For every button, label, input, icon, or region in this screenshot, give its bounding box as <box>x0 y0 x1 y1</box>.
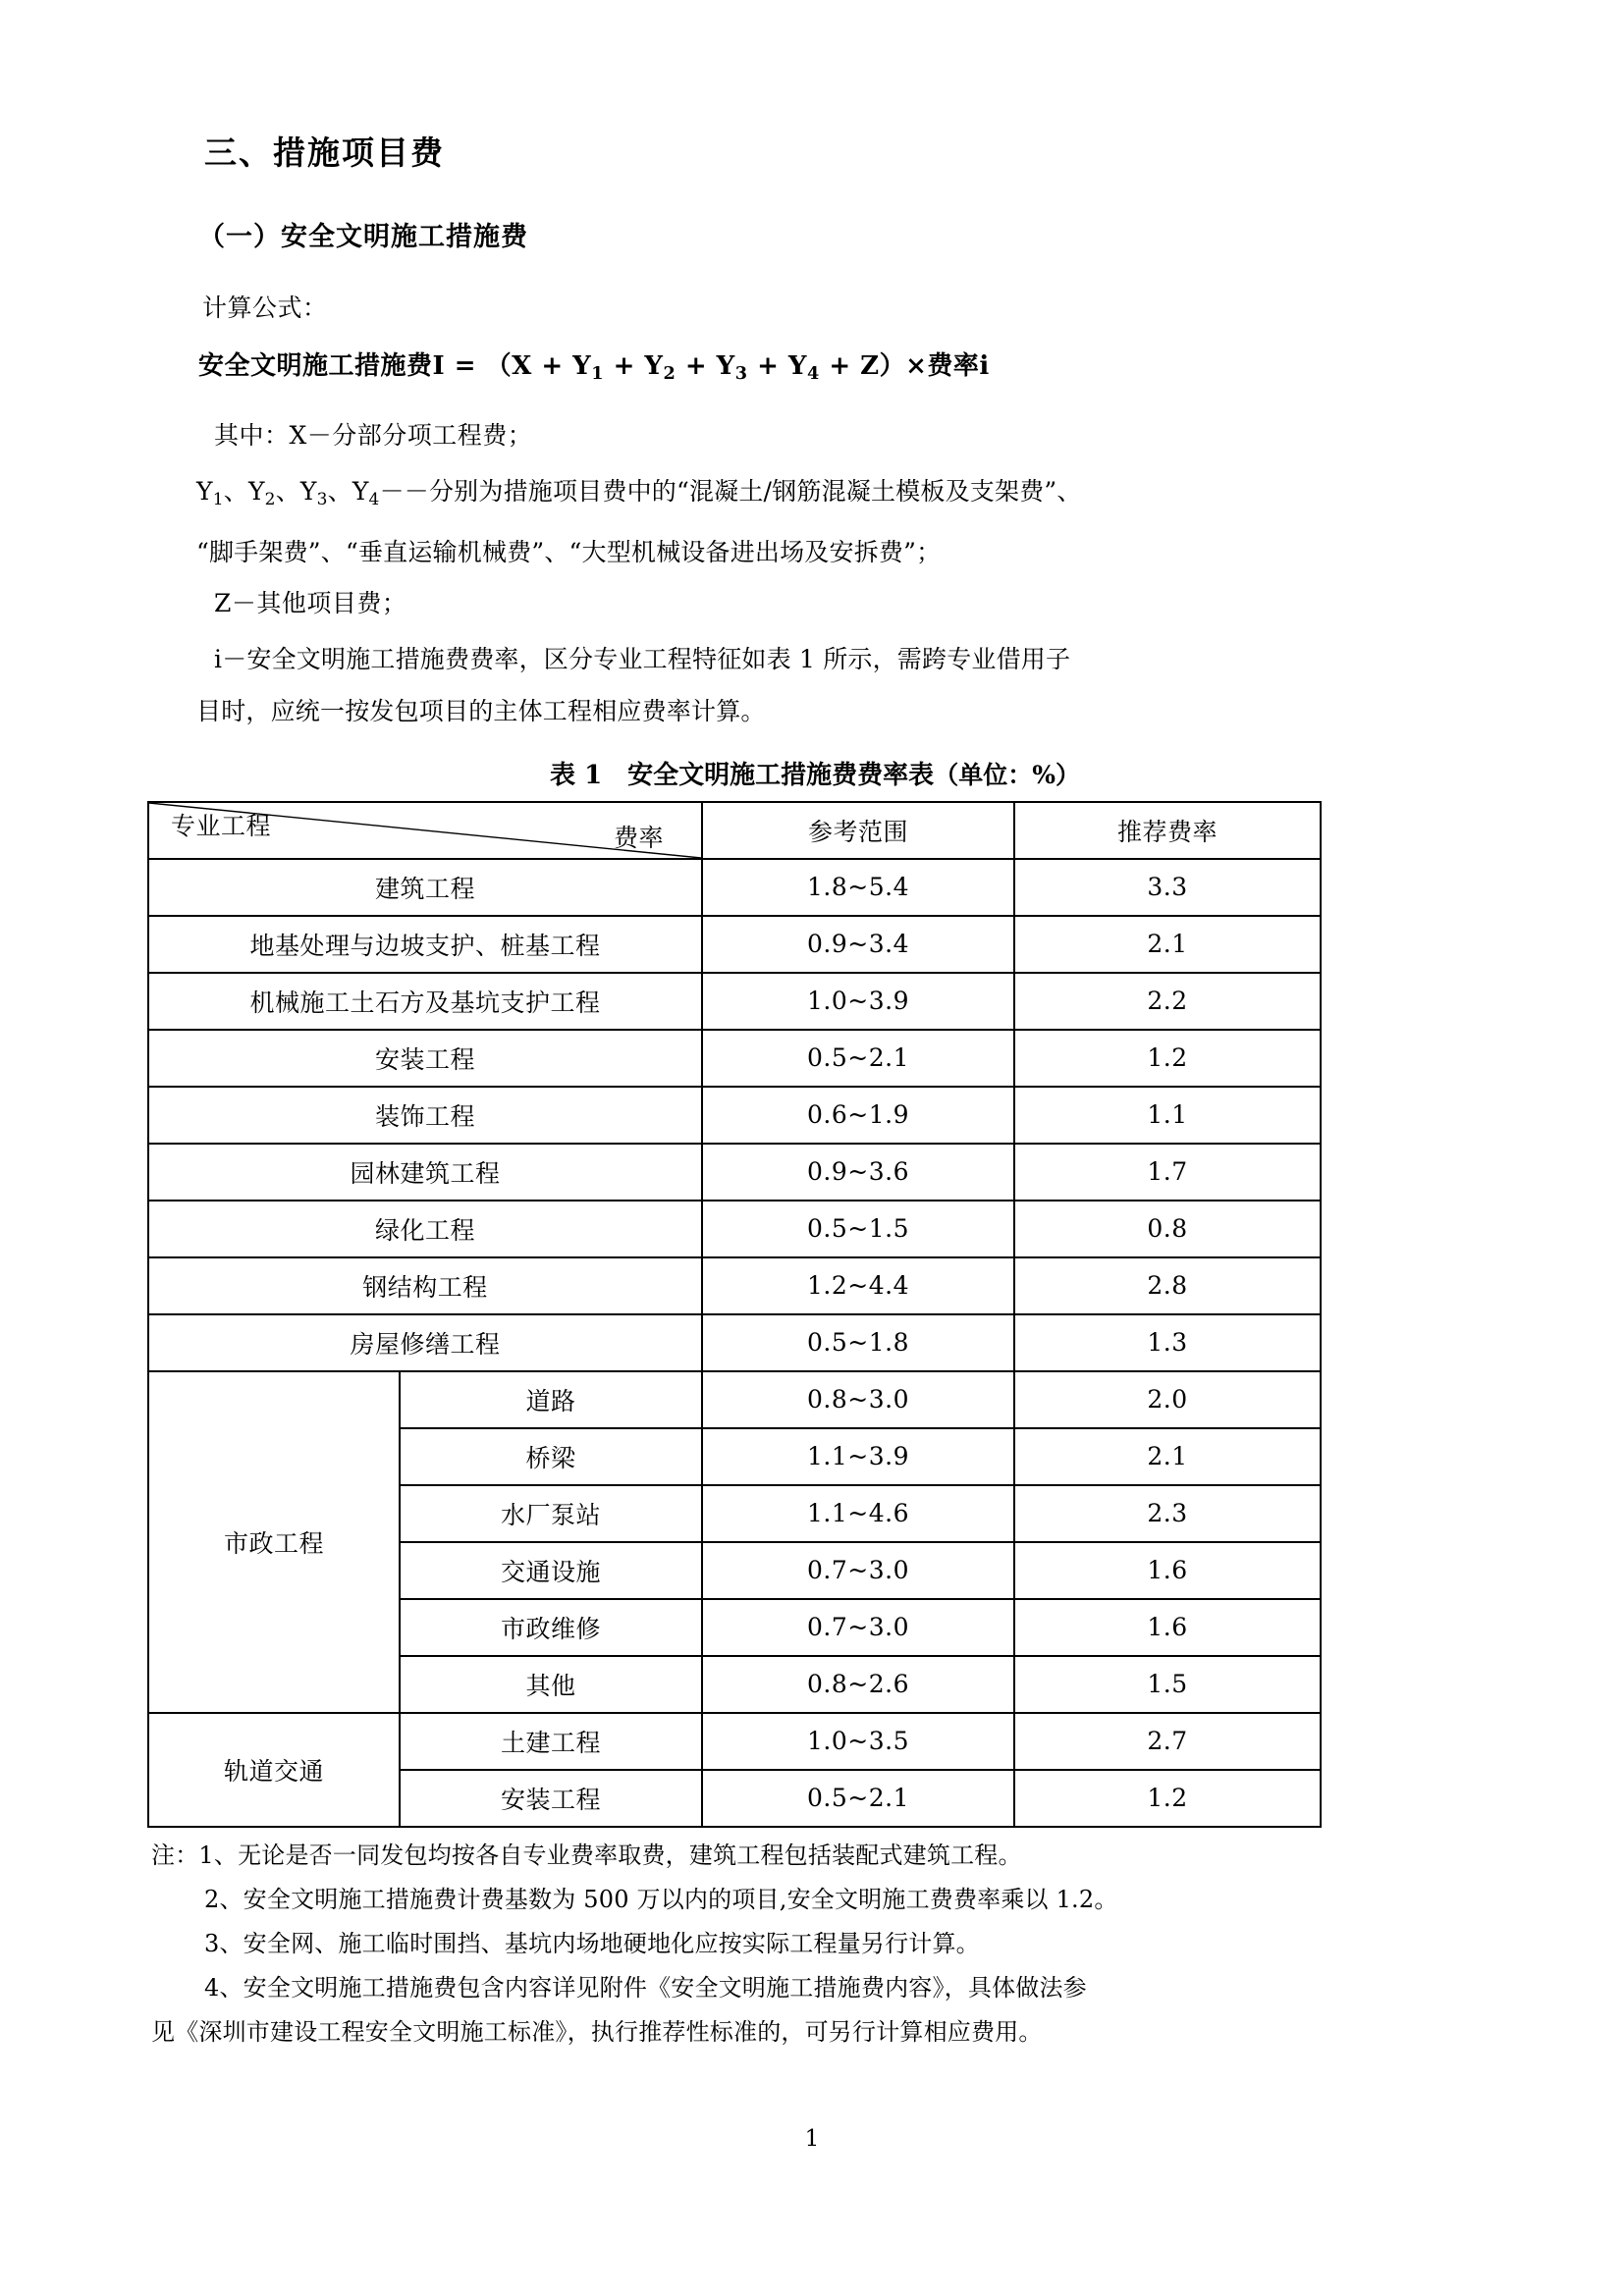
table-row <box>148 1257 1321 1314</box>
table-row <box>148 916 1321 973</box>
row-subcategory: 市政维修 <box>400 1599 702 1656</box>
row-range: 1.0~3.9 <box>702 973 1014 1030</box>
table-row <box>148 973 1321 1030</box>
cost-formula: 安全文明施工措施费$I = (X + Y_1 + Y_2 + Y_3 + Y_4 + Z)\times$费率i <box>198 351 990 384</box>
row-rate: 2.2 <box>1014 973 1321 1030</box>
header-recommended-rate: 推荐费率 <box>1014 802 1321 859</box>
row-rate: 1.1 <box>1014 1087 1321 1144</box>
row-range: 0.5~2.1 <box>702 1030 1014 1087</box>
definition-i: i－安全文明施工措施费费率，区分专业工程特征如表 1 所示，需跨专业借用子 <box>214 644 1071 673</box>
row-subcategory: 桥梁 <box>400 1428 702 1485</box>
definition-y-text: －分别为措施项目费中的“混凝土/钢筋混凝土模板及支架费”、 <box>404 476 1082 506</box>
row-rate: 2.7 <box>1014 1713 1321 1770</box>
header-diagonal-cell <box>148 802 702 859</box>
row-range: 0.6~1.9 <box>702 1087 1014 1144</box>
row-range: 0.9~3.6 <box>702 1144 1014 1201</box>
row-category: 园林建筑工程 <box>148 1144 702 1201</box>
subsection-heading: （一）安全文明施工措施费 <box>198 222 528 252</box>
table-header-row <box>148 802 1321 859</box>
row-rate: 2.0 <box>1014 1371 1321 1428</box>
row-rate: 2.1 <box>1014 916 1321 973</box>
header-reference-range: 参考范围 <box>702 802 1014 859</box>
table-row <box>148 859 1321 916</box>
page-number: 1 <box>804 2126 820 2152</box>
row-rate: 1.2 <box>1014 1770 1321 1827</box>
row-category: 地基处理与边坡支护、桩基工程 <box>148 916 702 973</box>
row-rate: 0.8 <box>1014 1201 1321 1257</box>
note-item-2: 2、安全文明施工措施费计费基数为 500 万以内的项目,安全文明施工费费率乘以 1.2。 <box>204 1885 1118 1913</box>
formula-intro-text: 计算公式： <box>202 294 328 322</box>
table-body <box>148 802 1321 1827</box>
table-row <box>148 1144 1321 1201</box>
definition-y: $Y_1$、$Y_2$、$Y_3$、$Y_4--$分别为措施项目费中的“混凝土/钢筋混凝土模板及支架费”、 <box>196 476 1082 509</box>
row-category: 钢结构工程 <box>148 1257 702 1314</box>
row-rate: 1.5 <box>1014 1656 1321 1713</box>
row-subcategory: 安装工程 <box>400 1770 702 1827</box>
note-item-4: 4、安全文明施工措施费包含内容详见附件《安全文明施工措施费内容》，具体做法参 <box>204 1973 1087 2002</box>
row-range: 0.5~2.1 <box>702 1770 1014 1827</box>
table-row <box>148 1087 1321 1144</box>
row-rate: 2.1 <box>1014 1428 1321 1485</box>
row-rate: 1.3 <box>1014 1314 1321 1371</box>
definition-x: 其中：X－分部分项工程费； <box>214 420 533 450</box>
table-row <box>148 1030 1321 1087</box>
row-subcategory: 道路 <box>400 1371 702 1428</box>
table-row <box>148 1713 1321 1770</box>
page-content <box>151 128 1434 2055</box>
row-subcategory: 其他 <box>400 1656 702 1713</box>
table-row <box>148 1314 1321 1371</box>
row-range: 1.8~5.4 <box>702 859 1014 916</box>
row-range: 1.0~3.5 <box>702 1713 1014 1770</box>
row-subcategory: 土建工程 <box>400 1713 702 1770</box>
row-range: 1.1~4.6 <box>702 1485 1014 1542</box>
row-range: 0.7~3.0 <box>702 1599 1014 1656</box>
group-name-rail-transit: 轨道交通 <box>148 1713 400 1827</box>
row-rate: 1.2 <box>1014 1030 1321 1087</box>
row-range: 0.8~3.0 <box>702 1371 1014 1428</box>
row-range: 0.8~2.6 <box>702 1656 1014 1713</box>
table-caption <box>196 755 1434 791</box>
row-category: 建筑工程 <box>148 859 702 916</box>
definition-y-cont: “脚手架费”、“垂直运输机械费”、“大型机械设备进出场及安拆费”； <box>196 537 942 566</box>
safety-civilized-rate-table <box>147 801 1322 1828</box>
row-rate: 1.7 <box>1014 1144 1321 1201</box>
formula-equals: = <box>454 351 477 381</box>
row-rate: 1.6 <box>1014 1542 1321 1599</box>
header-col-label: 费率 <box>613 823 664 852</box>
row-range: 1.1~3.9 <box>702 1428 1014 1485</box>
row-category: 安装工程 <box>148 1030 702 1087</box>
row-range: 1.2~4.4 <box>702 1257 1014 1314</box>
row-rate: 1.6 <box>1014 1599 1321 1656</box>
row-range: 0.5~1.5 <box>702 1201 1014 1257</box>
table-notes <box>151 1834 1329 2055</box>
note-item-3: 3、安全网、施工临时围挡、基坑内场地硬地化应按实际工程量另行计算。 <box>204 1929 980 1957</box>
header-row-label: 专业工程 <box>171 811 272 840</box>
row-rate: 2.8 <box>1014 1257 1321 1314</box>
row-category: 装饰工程 <box>148 1087 702 1144</box>
row-category: 机械施工土石方及基坑支护工程 <box>148 973 702 1030</box>
row-rate: 2.3 <box>1014 1485 1321 1542</box>
section-heading: 三、措施项目费 <box>204 133 445 172</box>
formula-lhs: 安全文明施工措施费 <box>198 351 433 381</box>
notes-label: 注： <box>151 1841 199 1869</box>
row-range: 0.7~3.0 <box>702 1542 1014 1599</box>
formula-lhs-symbol: I <box>432 351 446 381</box>
table-caption-main: 表 1 安全文明施工措施费费率表 <box>550 760 935 790</box>
definition-z: Z－其他项目费； <box>214 588 407 617</box>
row-category: 绿化工程 <box>148 1201 702 1257</box>
row-category: 房屋修缮工程 <box>148 1314 702 1371</box>
row-range: 0.5~1.8 <box>702 1314 1014 1371</box>
note-item-4-cont: 见《深圳市建设工程安全文明施工标准》，执行推荐性标准的，可另行计算相应费用。 <box>151 2017 1043 2046</box>
table-row <box>148 1201 1321 1257</box>
table-row <box>148 1371 1321 1428</box>
table-caption-unit: （单位：%） <box>934 760 1080 789</box>
definition-i-cont: 目时，应统一按发包项目的主体工程相应费率计算。 <box>196 696 766 725</box>
note-1-text: 1、无论是否一同发包均按各自专业费率取费，建筑工程包括装配式建筑工程。 <box>198 1841 1022 1869</box>
row-subcategory: 交通设施 <box>400 1542 702 1599</box>
row-range: 0.9~3.4 <box>702 916 1014 973</box>
row-subcategory: 水厂泵站 <box>400 1485 702 1542</box>
row-rate: 3.3 <box>1014 859 1321 916</box>
group-name-municipal: 市政工程 <box>148 1371 400 1713</box>
note-item-1 <box>151 1834 1329 1878</box>
